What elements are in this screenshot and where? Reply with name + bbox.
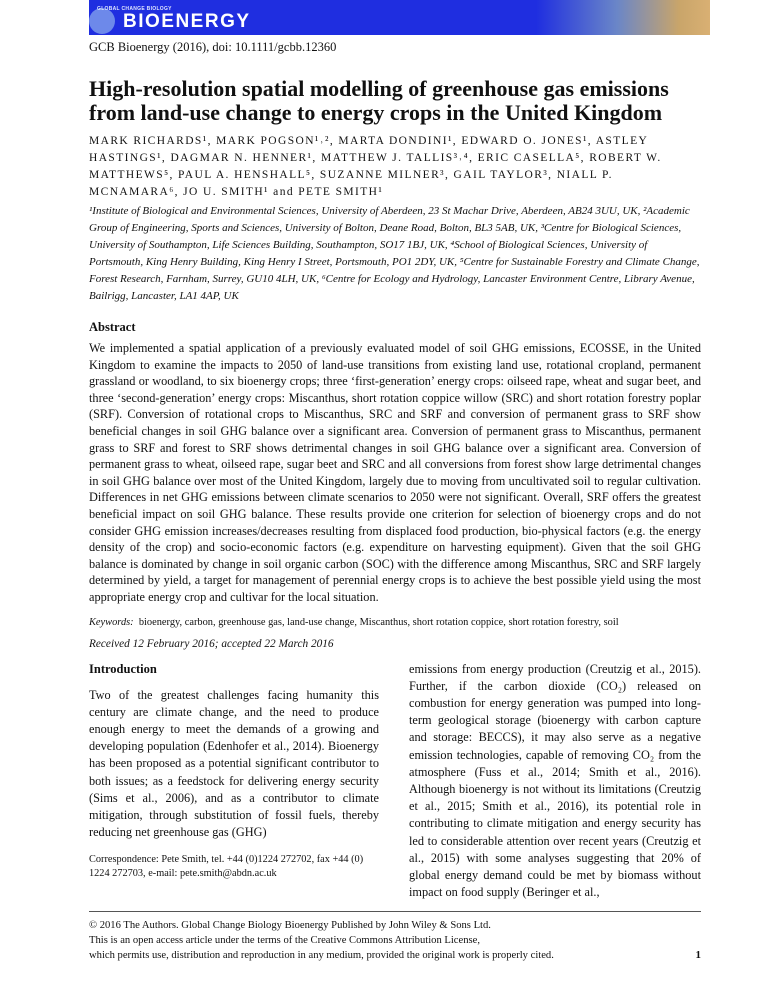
keywords-text: bioenergy, carbon, greenhouse gas, land-use change, Miscanthus, short rotation coppice, short rotation forestry, soil bbox=[138, 616, 619, 628]
keywords bbox=[89, 616, 701, 630]
left-column bbox=[89, 661, 379, 902]
author-list: MARK RICHARDS¹, MARK POGSON¹˒², MARTA DONDINI¹, EDWARD O. JONES¹, ASTLEY HASTINGS¹, DAGMAR N. HENNER¹, MATTHEW J. TALLIS³˒⁴, ERIC CASELLA⁵, ROBERT W. MATTHEWS⁵, PAUL A. HENSHALL⁵, SUZANNE MILNER³, GAIL TAYLOR³, NIALL P. MCNAMARA⁶, JO U. SMITH¹ and PETE SMITH¹ bbox=[89, 135, 662, 198]
journal-series: GLOBAL CHANGE BIOLOGY bbox=[97, 6, 172, 12]
license-footer-area bbox=[89, 918, 701, 963]
correspondence: Correspondence: Pete Smith, tel. +44 (0)1224 272702, fax +44 (0) 1224 272703, e-mail: pete.smith@abdn.ac.uk bbox=[89, 854, 364, 880]
intro-text-right: emissions from energy production (Creutzig et al., 2015). Further, if the carbon dioxide (CO₂) released on combustion for energy generation was pumped into long-term geological storage (bioenergy with carbon capture and storage: BECCS), it may also serve as a negative emission technologies, capable of removing CO₂ from the atmosphere (Fuss et al., 2014; Smith et al., 2016). Although bioenergy is not without its limitations (Creutzig et al., 2015; Smith et al., 2016), its potential role in contributing to climate mitigation and energy security has led to considerable attention over recent years (Creutzig et al., 2015) with some analyses suggesting that 20% of global energy demand could be met by biomass without impact on food supply (Beringer et al., bbox=[409, 661, 701, 900]
footer-divider bbox=[89, 911, 701, 912]
copyright-line: © 2016 The Authors. Global Change Biology Bioenergy Published by John Wiley & Sons Ltd. bbox=[89, 920, 491, 932]
paper-title: High-resolution spatial modelling of greenhouse gas emissions from land-use change to energy crops in the United Kingdom bbox=[89, 76, 669, 125]
intro-text-left: Two of the greatest challenges facing humanity this century are climate change, and the need to produce enough energy to meet the demands of a growing and developing population (Edenhofer et al., 2014). Bioenergy has been proposed as a potential significant contributor to both issues; as a feedstock for delivering energy security (Sims et al., 2006), and as a contributor to climate mitigation, through substitution of fossil fuels, thereby reducing net greenhouse gas (GHG) bbox=[89, 687, 379, 840]
license-line: This is an open access article under the terms of the Creative Commons Attribution License, bbox=[89, 935, 480, 947]
affiliations: ¹Institute of Biological and Environmental Sciences, University of Aberdeen, 23 St Machar Drive, Aberdeen, AB24 3UU, UK, ²Academic Group of Engineering, Sports and Sciences, University of Bolton, Deane Road, Bolton, BL3 5AB, UK, ³Centre for Biological Sciences, University of Southampton, Life Sciences Building, Southampton, SO17 1BJ, UK, ⁴School of Biological Sciences, University of Portsmouth, King Henry Building, King Henry I Street, Portsmouth, PO1 2DY, UK, ⁵Centre for Sustainable Forestry and Climate Change, Forest Research, Farnham, Surrey, GU10 4LH, UK, ⁶Centre for Ecology and Hydrology, Lancaster Environment Centre, Library Avenue, Bailrigg, Lancaster, LA1 4AP, UK bbox=[89, 205, 700, 302]
journal-name: BIOENERGY bbox=[123, 11, 251, 32]
body-columns bbox=[89, 661, 701, 902]
received-dates: Received 12 February 2016; accepted 22 March 2016 bbox=[89, 637, 334, 650]
citation-doi: GCB Bioenergy (2016), doi: 10.1111/gcbb.12360 bbox=[89, 40, 337, 54]
page-number: 1 bbox=[695, 949, 701, 962]
keywords-label: Keywords: bbox=[89, 616, 134, 628]
license-line-2: which permits use, distribution and reproduction in any medium, provided the original work is properly cited. bbox=[89, 950, 554, 962]
introduction-heading: Introduction bbox=[89, 661, 157, 676]
journal-banner bbox=[89, 0, 710, 35]
license-footer bbox=[89, 918, 701, 963]
abstract-text: We implemented a spatial application of a previously evaluated model of soil GHG emissions, ECOSSE, in the United Kingdom to examine the impacts to 2050 of land-use transitions from existing land use, rotational cropland, permanent grassland or woodland, to six bioenergy crops; three ‘first-generation’ energy crops: oilseed rape, wheat and sugar beet, and three ‘second-generation’ energy crops: Miscanthus, short rotation coppice willow (SRC) and short rotation forestry poplar (SRF). Conversion of rotational crops to Miscanthus, SRC and SRF and conversion of permanent grass to SRF show beneficial changes in soil GHG balance over a significant area. Conversion of permanent grass to Miscanthus, permanent grass to SRF and forest to SRF shows detrimental changes in soil GHG balance over a significant area. Conversion of permanent grass to wheat, oilseed rape, sugar beet and SRC and all conversions from forest show large detrimental changes in soil GHG balance over most of the United Kingdom, largely due to moving from uncultivated soil to regular cultivation. Differences in net GHG emissions between climate scenarios to 2050 were not significant. Overall, SRF offers the greatest beneficial impact on soil GHG balance. These results provide one criterion for selection of bioenergy crops and do not consider GHG emission increases/decreases resulting from displaced food production, bio-physical factors (e.g. the energy density of the crop) and socio-economic factors (e.g. expenditure on harvesting equipment). Given that the soil GHG balance is dominated by change in soil organic carbon (SOC) with the difference among Miscanthus, SRC and SRF largely determined by yield, a target for management of perennial energy crops is to achieve the best possible yield using the most appropriate energy crop and cultivar for the local situation. bbox=[89, 341, 701, 604]
abstract-heading: Abstract bbox=[89, 320, 136, 334]
